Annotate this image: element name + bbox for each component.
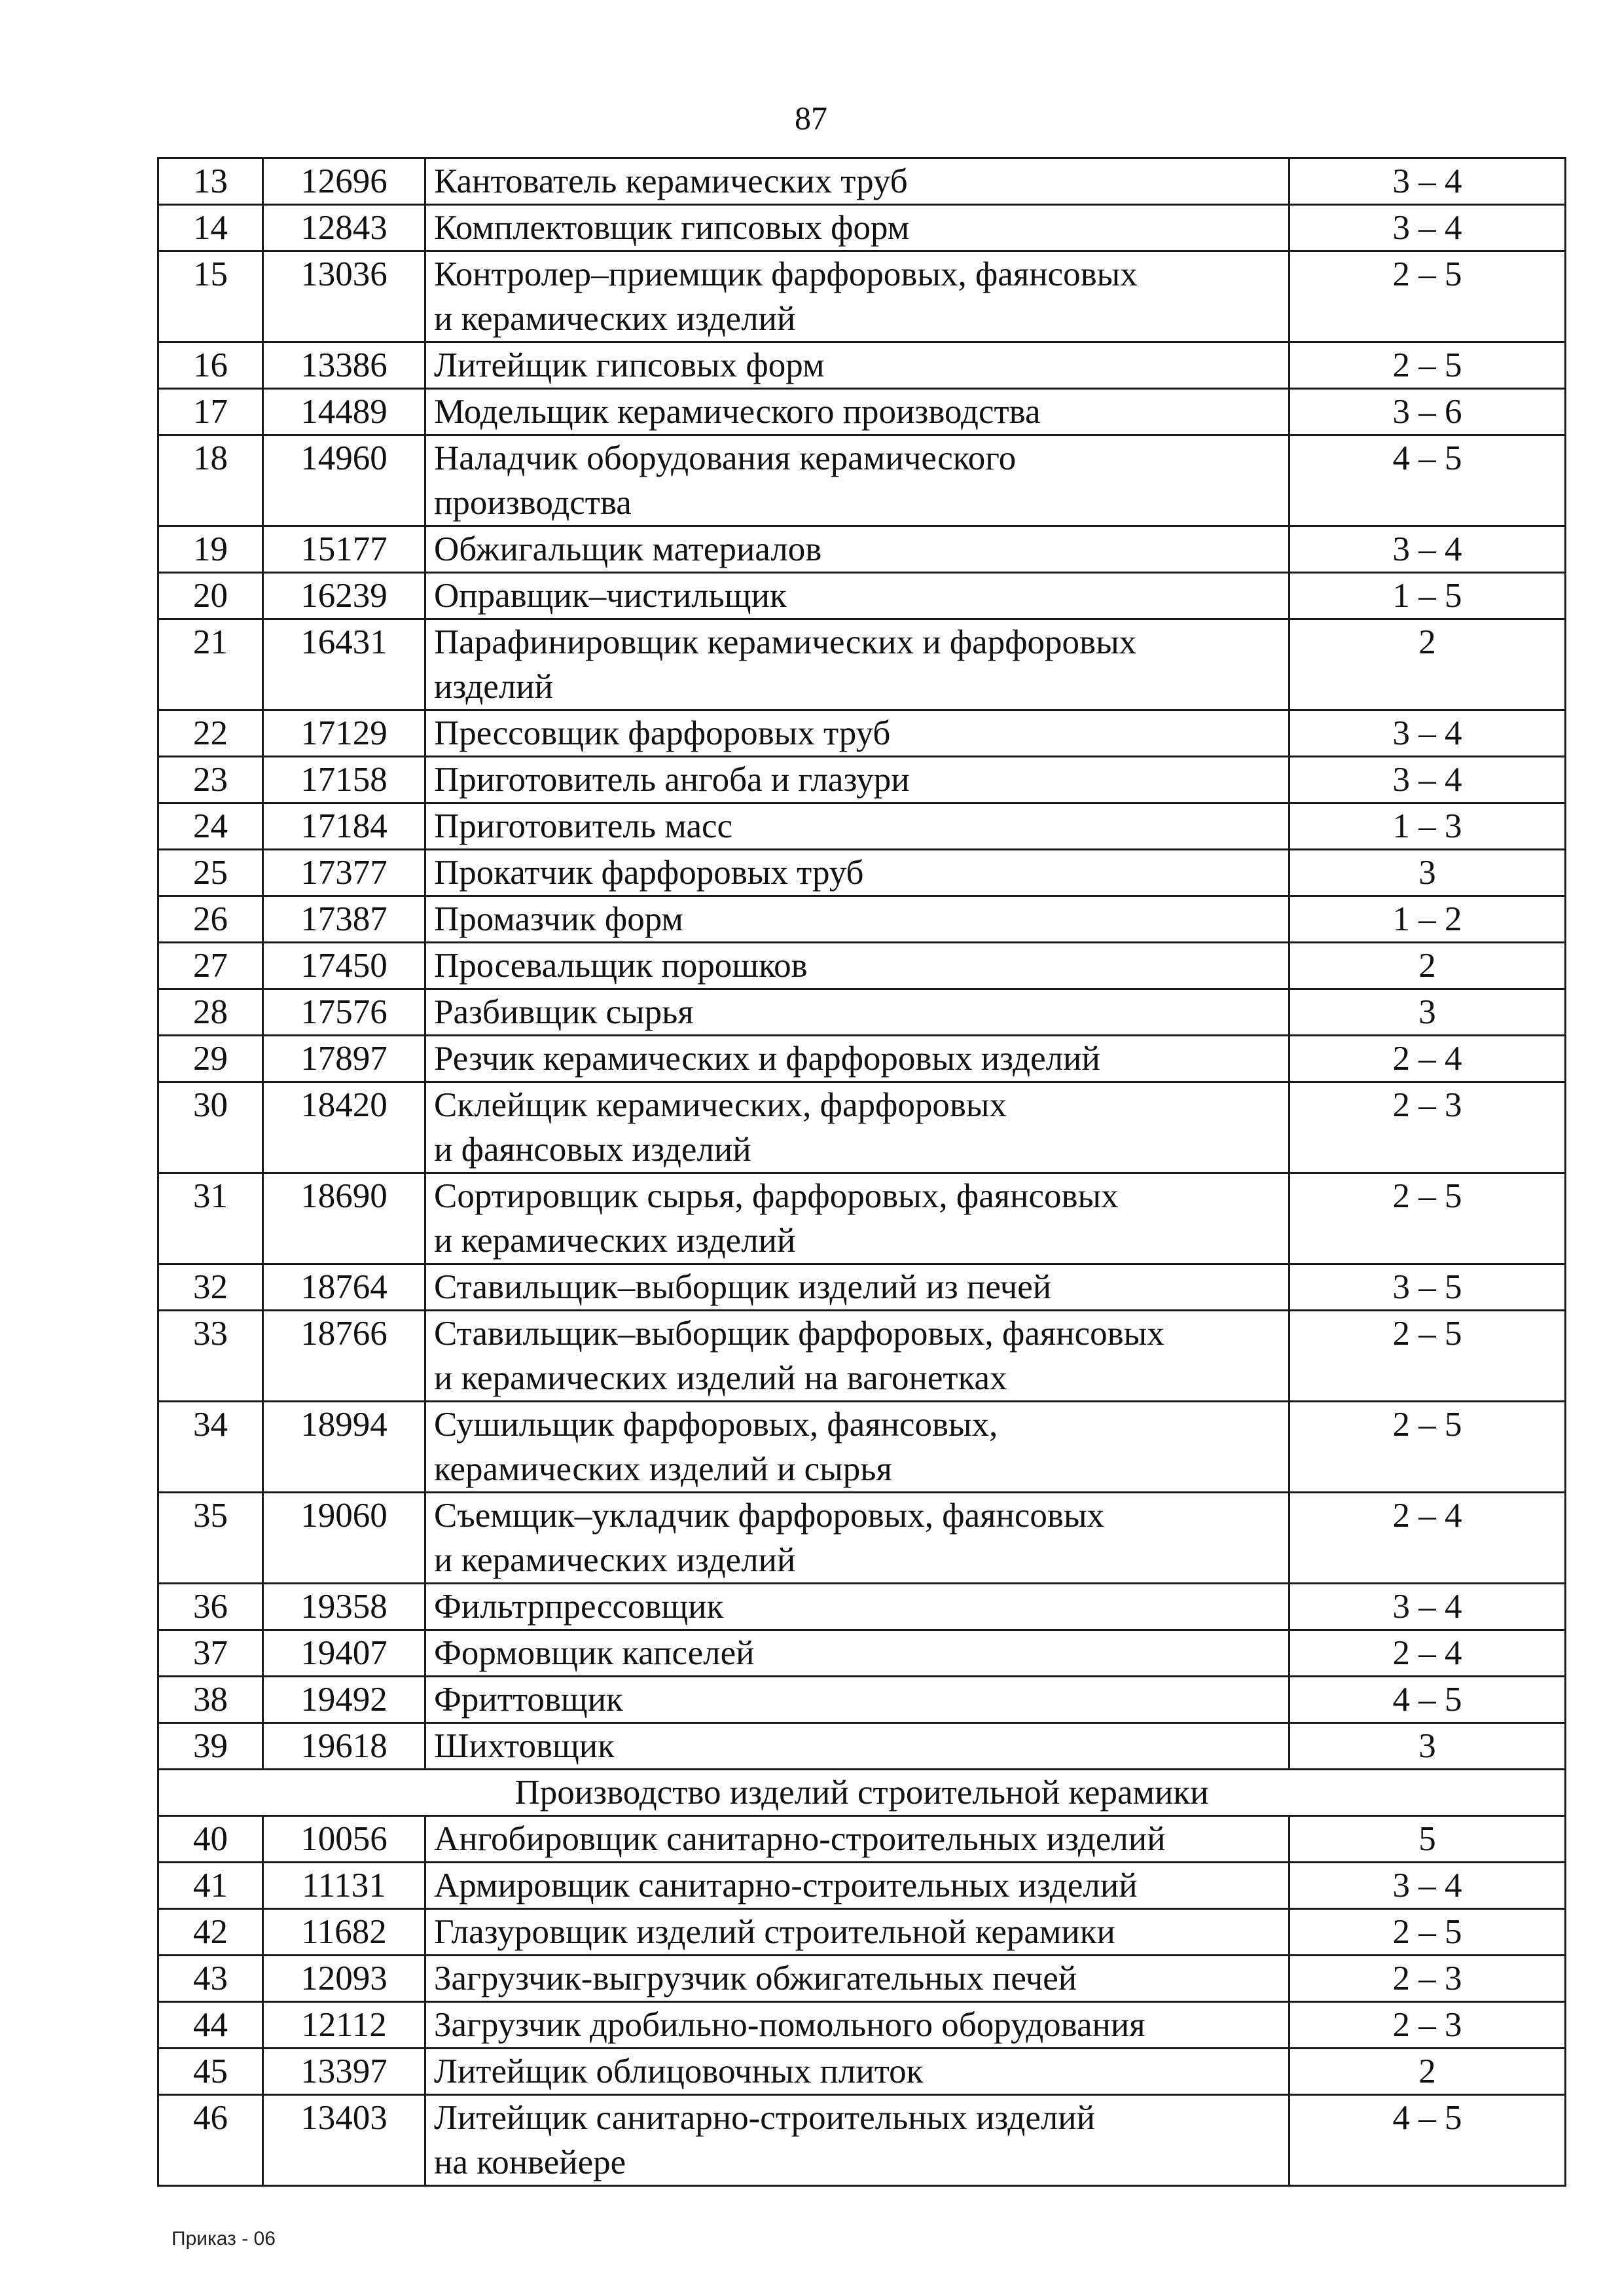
table-row [158, 1630, 1566, 1677]
grade-range: 2 [1289, 619, 1566, 710]
row-number: 25 [158, 850, 263, 896]
profession-name: Съемщик–укладчик фарфоровых, фаянсовых и керамических изделий [425, 1493, 1289, 1584]
profession-code: 12112 [263, 2002, 425, 2049]
grade-range: 2 – 4 [1289, 1630, 1566, 1677]
profession-code: 17576 [263, 989, 425, 1036]
grade-range: 2 – 5 [1289, 1402, 1566, 1493]
profession-name: Склейщик керамических, фарфоровых и фаянсовых изделий [425, 1082, 1289, 1173]
profession-code: 17897 [263, 1036, 425, 1082]
profession-name: Разбивщик сырья [425, 989, 1289, 1036]
table-row [158, 526, 1566, 573]
profession-code: 11682 [263, 1909, 425, 1956]
row-number: 29 [158, 1036, 263, 1082]
table-row [158, 1264, 1566, 1311]
table-row [158, 158, 1566, 205]
row-number: 45 [158, 2049, 263, 2095]
grade-range: 2 – 5 [1289, 1173, 1566, 1264]
profession-code: 13036 [263, 251, 425, 342]
footer-order-label: Приказ - 06 [171, 2228, 276, 2250]
profession-code: 18420 [263, 1082, 425, 1173]
professions-table-body [158, 158, 1566, 2186]
table-row [158, 1863, 1566, 1909]
grade-range: 3 – 4 [1289, 205, 1566, 251]
profession-code: 17387 [263, 896, 425, 943]
profession-code: 19618 [263, 1723, 425, 1770]
row-number: 46 [158, 2095, 263, 2186]
table-row [158, 803, 1566, 850]
grade-range: 2 – 5 [1289, 342, 1566, 389]
table-row [158, 1036, 1566, 1082]
row-number: 44 [158, 2002, 263, 2049]
profession-name: Загрузчик-выгрузчик обжигательных печей [425, 1956, 1289, 2002]
profession-code: 18994 [263, 1402, 425, 1493]
profession-code: 13386 [263, 342, 425, 389]
profession-code: 17450 [263, 943, 425, 989]
row-number: 38 [158, 1677, 263, 1723]
grade-range: 1 – 3 [1289, 803, 1566, 850]
profession-name: Ангобировщик санитарно-строительных изделий [425, 1816, 1289, 1863]
section-title: Производство изделий строительной керамики [158, 1770, 1566, 1816]
profession-code: 10056 [263, 1816, 425, 1863]
grade-range: 3 – 5 [1289, 1264, 1566, 1311]
row-number: 40 [158, 1816, 263, 1863]
grade-range: 3 [1289, 1723, 1566, 1770]
row-number: 42 [158, 1909, 263, 1956]
row-number: 14 [158, 205, 263, 251]
profession-name: Фильтрпрессовщик [425, 1584, 1289, 1630]
profession-name: Прокатчик фарфоровых труб [425, 850, 1289, 896]
table-row [158, 619, 1566, 710]
row-number: 28 [158, 989, 263, 1036]
profession-code: 18764 [263, 1264, 425, 1311]
profession-name: Ставильщик–выборщик изделий из печей [425, 1264, 1289, 1311]
profession-name: Сушильщик фарфоровых, фаянсовых, керамических изделий и сырья [425, 1402, 1289, 1493]
grade-range: 2 – 5 [1289, 251, 1566, 342]
row-number: 26 [158, 896, 263, 943]
profession-name: Промазчик форм [425, 896, 1289, 943]
grade-range: 4 – 5 [1289, 435, 1566, 526]
table-row [158, 943, 1566, 989]
grade-range: 3 – 4 [1289, 1584, 1566, 1630]
table-row [158, 989, 1566, 1036]
profession-name: Резчик керамических и фарфоровых изделий [425, 1036, 1289, 1082]
grade-range: 2 – 5 [1289, 1311, 1566, 1402]
grade-range: 3 [1289, 850, 1566, 896]
profession-name: Обжигальщик материалов [425, 526, 1289, 573]
row-number: 13 [158, 158, 263, 205]
profession-name: Глазуровщик изделий строительной керамики [425, 1909, 1289, 1956]
profession-name: Парафинировщик керамических и фарфоровых изделий [425, 619, 1289, 710]
row-number: 36 [158, 1584, 263, 1630]
professions-table [157, 157, 1566, 2187]
grade-range: 4 – 5 [1289, 2095, 1566, 2186]
table-row [158, 2002, 1566, 2049]
profession-name: Наладчик оборудования керамического производства [425, 435, 1289, 526]
profession-name: Загрузчик дробильно-помольного оборудования [425, 2002, 1289, 2049]
table-row [158, 2095, 1566, 2186]
profession-code: 12843 [263, 205, 425, 251]
grade-range: 2 – 3 [1289, 1956, 1566, 2002]
table-row [158, 1909, 1566, 1956]
table-row [158, 1173, 1566, 1264]
grade-range: 2 – 3 [1289, 1082, 1566, 1173]
profession-code: 18766 [263, 1311, 425, 1402]
profession-code: 17158 [263, 757, 425, 803]
grade-range: 1 – 2 [1289, 896, 1566, 943]
grade-range: 2 [1289, 943, 1566, 989]
profession-name: Армировщик санитарно-строительных изделий [425, 1863, 1289, 1909]
profession-name: Литейщик санитарно-строительных изделий на конвейере [425, 2095, 1289, 2186]
profession-code: 19358 [263, 1584, 425, 1630]
table-row [158, 2049, 1566, 2095]
grade-range: 3 – 4 [1289, 526, 1566, 573]
row-number: 17 [158, 389, 263, 435]
profession-code: 14489 [263, 389, 425, 435]
profession-code: 12093 [263, 1956, 425, 2002]
row-number: 32 [158, 1264, 263, 1311]
row-number: 34 [158, 1402, 263, 1493]
table-row [158, 1082, 1566, 1173]
grade-range: 2 [1289, 2049, 1566, 2095]
profession-code: 11131 [263, 1863, 425, 1909]
profession-name: Контролер–приемщик фарфоровых, фаянсовых и керамических изделий [425, 251, 1289, 342]
profession-name: Приготовитель масс [425, 803, 1289, 850]
grade-range: 2 – 4 [1289, 1493, 1566, 1584]
row-number: 20 [158, 573, 263, 619]
grade-range: 4 – 5 [1289, 1677, 1566, 1723]
profession-name: Прессовщик фарфоровых труб [425, 710, 1289, 757]
row-number: 27 [158, 943, 263, 989]
grade-range: 2 – 5 [1289, 1909, 1566, 1956]
profession-name: Ставильщик–выборщик фарфоровых, фаянсовых и керамических изделий на вагонетках [425, 1311, 1289, 1402]
profession-name: Формовщик капселей [425, 1630, 1289, 1677]
table-row [158, 342, 1566, 389]
table-row [158, 435, 1566, 526]
row-number: 19 [158, 526, 263, 573]
row-number: 41 [158, 1863, 263, 1909]
profession-code: 16431 [263, 619, 425, 710]
row-number: 21 [158, 619, 263, 710]
profession-code: 17129 [263, 710, 425, 757]
table-row [158, 1723, 1566, 1770]
row-number: 15 [158, 251, 263, 342]
table-row [158, 1402, 1566, 1493]
profession-name: Литейщик гипсовых форм [425, 342, 1289, 389]
profession-name: Приготовитель ангоба и глазури [425, 757, 1289, 803]
profession-name: Кантователь керамических труб [425, 158, 1289, 205]
row-number: 22 [158, 710, 263, 757]
table-row [158, 205, 1566, 251]
profession-code: 13403 [263, 2095, 425, 2186]
profession-code: 12696 [263, 158, 425, 205]
profession-name: Просевальщик порошков [425, 943, 1289, 989]
profession-code: 19492 [263, 1677, 425, 1723]
profession-code: 17184 [263, 803, 425, 850]
grade-range: 2 – 4 [1289, 1036, 1566, 1082]
table-row [158, 1311, 1566, 1402]
profession-code: 13397 [263, 2049, 425, 2095]
profession-name: Литейщик облицовочных плиток [425, 2049, 1289, 2095]
profession-name: Модельщик керамического производства [425, 389, 1289, 435]
profession-code: 14960 [263, 435, 425, 526]
grade-range: 5 [1289, 1816, 1566, 1863]
grade-range: 3 [1289, 989, 1566, 1036]
profession-name: Шихтовщик [425, 1723, 1289, 1770]
row-number: 39 [158, 1723, 263, 1770]
row-number: 18 [158, 435, 263, 526]
page-number: 87 [795, 100, 827, 136]
grade-range: 3 – 4 [1289, 710, 1566, 757]
grade-range: 1 – 5 [1289, 573, 1566, 619]
table-row [158, 1677, 1566, 1723]
row-number: 33 [158, 1311, 263, 1402]
profession-name: Сортировщик сырья, фарфоровых, фаянсовых и керамических изделий [425, 1173, 1289, 1264]
row-number: 24 [158, 803, 263, 850]
profession-name: Фриттовщик [425, 1677, 1289, 1723]
profession-code: 19060 [263, 1493, 425, 1584]
profession-code: 17377 [263, 850, 425, 896]
profession-name: Оправщик–чистильщик [425, 573, 1289, 619]
table-row [158, 710, 1566, 757]
table-row [158, 1493, 1566, 1584]
table-row [158, 1816, 1566, 1863]
row-number: 35 [158, 1493, 263, 1584]
table-row [158, 1584, 1566, 1630]
row-number: 23 [158, 757, 263, 803]
table-row [158, 757, 1566, 803]
row-number: 16 [158, 342, 263, 389]
profession-code: 15177 [263, 526, 425, 573]
table-row [158, 573, 1566, 619]
profession-code: 18690 [263, 1173, 425, 1264]
table-row [158, 850, 1566, 896]
row-number: 37 [158, 1630, 263, 1677]
table-row [158, 389, 1566, 435]
section-header-row [158, 1770, 1566, 1816]
grade-range: 3 – 4 [1289, 757, 1566, 803]
table-row [158, 251, 1566, 342]
grade-range: 2 – 3 [1289, 2002, 1566, 2049]
profession-name: Комплектовщик гипсовых форм [425, 205, 1289, 251]
grade-range: 3 – 4 [1289, 158, 1566, 205]
grade-range: 3 – 4 [1289, 1863, 1566, 1909]
row-number: 43 [158, 1956, 263, 2002]
grade-range: 3 – 6 [1289, 389, 1566, 435]
profession-code: 19407 [263, 1630, 425, 1677]
row-number: 31 [158, 1173, 263, 1264]
row-number: 30 [158, 1082, 263, 1173]
table-row [158, 896, 1566, 943]
table-row [158, 1956, 1566, 2002]
profession-code: 16239 [263, 573, 425, 619]
